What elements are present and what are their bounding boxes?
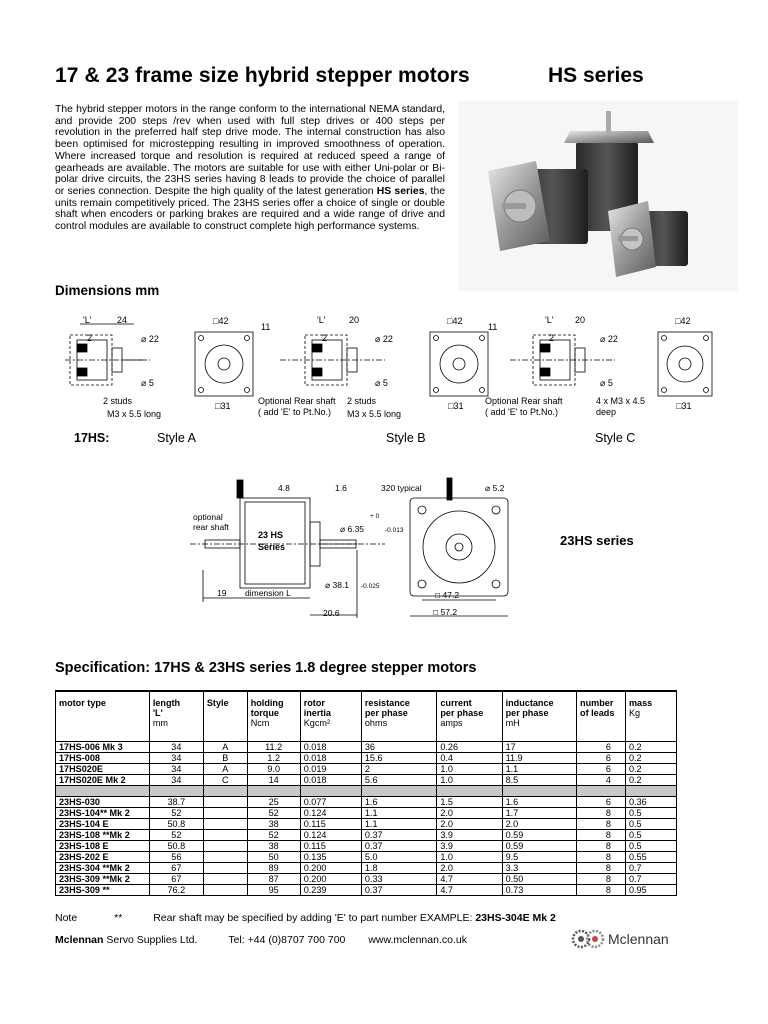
table-cell: 3.3 [502, 863, 576, 874]
hs23-1-6: 1.6 [335, 483, 347, 493]
table-cell: 38.7 [149, 797, 203, 808]
table-cell: 76.2 [149, 885, 203, 896]
table-cell: 0.077 [300, 797, 361, 808]
table-cell: 0.7 [625, 874, 676, 885]
table-cell: 0.37 [361, 841, 436, 852]
table-cell: 23HS-309 ** [56, 885, 150, 896]
table-cell: 8 [577, 830, 626, 841]
table-cell: 17HS-008 [56, 753, 150, 764]
table-cell: 0.55 [625, 852, 676, 863]
table-cell [203, 830, 247, 841]
dimC-11: 11 [488, 322, 498, 332]
table-row [56, 808, 677, 819]
table-cell: 36 [361, 742, 436, 753]
table-cell: 23HS-304 **Mk 2 [56, 863, 150, 874]
table-cell: 0.200 [300, 863, 361, 874]
table-row [56, 753, 677, 764]
table-cell: 8 [577, 863, 626, 874]
styleC-front-view [658, 332, 712, 396]
intro-text-2: , the units remain competitively priced. The 23HS series offer a choice of single or double shaft when encoders or parking brakes are required and a wide range of drive and control modules are available to construct complete high performance systems. [55, 185, 446, 233]
table-cell: 0.73 [502, 885, 576, 896]
table-cell: 8 [577, 808, 626, 819]
dimB-L: 'L' [317, 315, 326, 325]
table-cell: 23HS-108 E [56, 841, 150, 852]
dimA-L: 'L' [83, 315, 92, 325]
dimB-dia22: ⌀ 22 [375, 334, 393, 344]
hs23-5-2: ⌀ 5.2 [485, 483, 505, 493]
table-cell: 0.124 [300, 808, 361, 819]
dimC-addE: ( add 'E' to Pt.No.) [485, 407, 558, 417]
table-cell: 1.1 [361, 808, 436, 819]
spec-col-header: rotor inertia Kgcm² [300, 691, 361, 742]
table-cell: 8.5 [502, 775, 576, 786]
motors-photo [458, 101, 738, 291]
table-cell: 50 [247, 852, 300, 863]
hs23-optional: optional [193, 512, 223, 522]
note-text: Rear shaft may be specified by adding 'E' to part number EXAMPLE: [153, 912, 476, 924]
table-cell: 0.95 [625, 885, 676, 896]
table-cell: 52 [149, 808, 203, 819]
label-style-a: Style A [157, 431, 196, 445]
hs23-38-tol: -0.025 [361, 583, 380, 590]
table-cell: 34 [149, 742, 203, 753]
dimA-42: □42 [213, 316, 229, 326]
dimB-m3: M3 x 5.5 long [347, 409, 402, 419]
table-cell: B [203, 753, 247, 764]
table-cell: 0.124 [300, 830, 361, 841]
hs23-dimL: dimension L [245, 588, 291, 598]
table-cell: 38 [247, 841, 300, 852]
dimC-dia5: ⌀ 5 [600, 378, 613, 388]
table-row [56, 819, 677, 830]
hs23-tol-b: -0.013 [385, 527, 404, 534]
label-style-b: Style B [386, 431, 426, 445]
table-cell [203, 874, 247, 885]
dimB-dia5: ⌀ 5 [375, 378, 388, 388]
footer-company-rest: Servo Supplies Ltd. [103, 934, 198, 946]
dimA-31: □31 [215, 401, 231, 411]
table-cell: 5.6 [361, 775, 436, 786]
table-cell: 1.6 [361, 797, 436, 808]
intro-text-1: The hybrid stepper motors in the range conform to the international NEMA standard, and provide 200 steps /rev when used with full step drives or 400 steps per revolution in the preferred half step drive mode. The internal construction has also been optimised for microstepping resulting in improved smoothness of operation. Where increased torque and resolution is required at reduced speed a range of gearheads are available. The motors are suitable for use with either Uni-polar or Bi-polar drive circuits, the 23HS series having 8 leads to provide the choice of parallel or series connection. Despite the high quality of the latest generation [55, 104, 445, 197]
table-cell: 0.2 [625, 753, 676, 764]
table-cell: 8 [577, 852, 626, 863]
table-cell: 23HS-309 **Mk 2 [56, 874, 150, 885]
table-cell: 67 [149, 874, 203, 885]
table-cell: 23HS-202 E [56, 852, 150, 863]
table-cell: 0.2 [625, 742, 676, 753]
hs23-rear: rear shaft [193, 522, 229, 532]
dimC-L: 'L' [545, 315, 554, 325]
table-cell: 50.8 [149, 819, 203, 830]
table-cell: 0.115 [300, 841, 361, 852]
spec-col-header: mass Kg [625, 691, 676, 742]
table-cell: 0.115 [300, 819, 361, 830]
table-cell: 52 [149, 830, 203, 841]
table-cell: 2.0 [437, 863, 502, 874]
table-cell: 50.8 [149, 841, 203, 852]
spec-header-row [56, 691, 677, 742]
table-cell: 1.8 [361, 863, 436, 874]
dimC-20: 20 [575, 315, 586, 325]
spec-heading: Specification: 17HS & 23HS series 1.8 degree stepper motors [55, 660, 477, 676]
table-cell: 8 [577, 885, 626, 896]
styleB-side-view [280, 335, 385, 385]
table-cell: 0.018 [300, 753, 361, 764]
table-row [56, 841, 677, 852]
table-row [56, 742, 677, 753]
dimB-20: 20 [349, 315, 360, 325]
spec-col-header: current per phase amps [437, 691, 502, 742]
note-stars: ** [114, 912, 123, 924]
dimC-optrear: Optional Rear shaft [485, 396, 563, 406]
dimA-2: 2 [87, 333, 93, 343]
table-cell: 2.0 [437, 808, 502, 819]
table-cell: 11.9 [502, 753, 576, 764]
mclennan-logo [570, 928, 669, 950]
page-title: 17 & 23 frame size hybrid stepper motors [55, 64, 470, 87]
table-cell: 8 [577, 819, 626, 830]
hs23-19: 19 [217, 588, 227, 598]
styleA-front-view [195, 332, 253, 396]
table-cell: 0.37 [361, 830, 436, 841]
table-cell: 67 [149, 863, 203, 874]
series-title: HS series [548, 64, 644, 87]
hs23-name1: 23 HS [258, 530, 284, 540]
table-cell: 0.5 [625, 808, 676, 819]
table-cell: 0.018 [300, 742, 361, 753]
note-example: 23HS-304E Mk 2 [475, 912, 556, 924]
dimC-42: □42 [675, 316, 691, 326]
dimA-24: 24 [117, 315, 128, 325]
table-cell: 9.0 [247, 764, 300, 775]
table-cell: 17HS-006 Mk 3 [56, 742, 150, 753]
spec-col-header: motor type [56, 691, 150, 742]
table-cell: 2 [361, 764, 436, 775]
table-cell: 1.7 [502, 808, 576, 819]
table-cell: 25 [247, 797, 300, 808]
table-cell: 0.33 [361, 874, 436, 885]
table-cell: 1.0 [437, 775, 502, 786]
table-cell: 15.6 [361, 753, 436, 764]
spec-col-header: resistance per phase ohms [361, 691, 436, 742]
table-cell [203, 885, 247, 896]
table-cell: 0.239 [300, 885, 361, 896]
table-row [56, 863, 677, 874]
note-label: Note [55, 912, 78, 924]
spec-col-header: number of leads [577, 691, 626, 742]
intro-paragraph [55, 104, 445, 233]
table-cell: 8 [577, 874, 626, 885]
table-cell: 4.7 [437, 874, 502, 885]
dimB-studs: 2 studs [347, 396, 377, 406]
table-cell: 23HS-108 **Mk 2 [56, 830, 150, 841]
table-cell: 17HS020E [56, 764, 150, 775]
table-cell: 2.0 [502, 819, 576, 830]
hs23-38-1: ⌀ 38.1 [325, 580, 350, 590]
table-cell: 1.0 [437, 764, 502, 775]
hs23-47-2: □ 47.2 [435, 590, 460, 600]
label-17hs: 17HS: [74, 431, 110, 445]
table-cell: 0.200 [300, 874, 361, 885]
table-cell: C [203, 775, 247, 786]
dimC-31: □31 [676, 401, 692, 411]
table-cell: 9.5 [502, 852, 576, 863]
dimC-2: 2 [549, 333, 555, 343]
table-cell: 0.135 [300, 852, 361, 863]
table-cell: 89 [247, 863, 300, 874]
table-cell: 0.36 [625, 797, 676, 808]
table-cell: 0.59 [502, 830, 576, 841]
table-cell: 5.0 [361, 852, 436, 863]
table-cell: 95 [247, 885, 300, 896]
spec-table [55, 690, 677, 896]
table-cell: 0.4 [437, 753, 502, 764]
table-cell: 23HS-030 [56, 797, 150, 808]
table-cell: 1.0 [437, 852, 502, 863]
table-separator-row [56, 786, 677, 797]
table-cell: 14 [247, 775, 300, 786]
spec-body [56, 742, 677, 896]
dimB-42: □42 [447, 316, 463, 326]
table-cell: 3.9 [437, 830, 502, 841]
table-row [56, 830, 677, 841]
table-cell: 0.019 [300, 764, 361, 775]
table-cell: 1.1 [361, 819, 436, 830]
table-cell: 34 [149, 753, 203, 764]
spec-col-header: Style [203, 691, 247, 742]
styleA-side-view [65, 324, 150, 385]
table-cell: 23HS-104** Mk 2 [56, 808, 150, 819]
table-cell: 0.5 [625, 819, 676, 830]
dimension-drawings-17hs [55, 310, 715, 440]
table-cell: 1.2 [247, 753, 300, 764]
table-row [56, 775, 677, 786]
intro-bold: HS series [376, 185, 425, 197]
dimB-11: 11 [261, 322, 271, 332]
table-cell [203, 819, 247, 830]
table-cell: 0.5 [625, 841, 676, 852]
table-cell: 0.7 [625, 863, 676, 874]
footer-company-bold: Mclennan [55, 934, 104, 946]
table-cell: 2.0 [437, 819, 502, 830]
table-row [56, 764, 677, 775]
styleB-front-view [430, 332, 488, 396]
dimA-m3: M3 x 5.5 long [107, 409, 162, 419]
table-cell [203, 841, 247, 852]
table-cell: A [203, 764, 247, 775]
table-cell: 0.37 [361, 885, 436, 896]
table-row [56, 852, 677, 863]
table-cell: 6 [577, 753, 626, 764]
dimB-31: □31 [448, 401, 464, 411]
hs23-57-2: □ 57.2 [433, 607, 458, 617]
logo-text: Mclennan [608, 931, 669, 947]
dimB-addE: ( add 'E' to Pt.No.) [258, 407, 331, 417]
table-cell: 87 [247, 874, 300, 885]
table-cell: 3.9 [437, 841, 502, 852]
table-cell: 1.5 [437, 797, 502, 808]
table-cell: 6 [577, 742, 626, 753]
dimA-studs: 2 studs [103, 396, 133, 406]
note-line [55, 912, 556, 924]
hs23-6-35: ⌀ 6.35 [340, 524, 365, 534]
table-cell: 17 [502, 742, 576, 753]
table-cell: 0.26 [437, 742, 502, 753]
spec-col-header: holding torque Ncm [247, 691, 300, 742]
table-cell: 6 [577, 764, 626, 775]
table-cell: 4.7 [437, 885, 502, 896]
hs23-tol-a: + 0 [370, 513, 380, 520]
table-cell: 38 [247, 819, 300, 830]
gears-icon [570, 928, 606, 950]
table-cell [203, 797, 247, 808]
table-cell: A [203, 742, 247, 753]
table-cell: 1.1 [502, 764, 576, 775]
table-cell: 4 [577, 775, 626, 786]
table-cell: 11.2 [247, 742, 300, 753]
table-cell: 34 [149, 764, 203, 775]
table-cell: 0.018 [300, 775, 361, 786]
dimA-dia22: ⌀ 22 [141, 334, 159, 344]
dimC-4xm3: 4 x M3 x 4.5 [596, 396, 646, 406]
table-cell [203, 863, 247, 874]
spec-col-header: inductance per phase mH [502, 691, 576, 742]
dimC-dia22: ⌀ 22 [600, 334, 618, 344]
dimC-deep: deep [596, 407, 617, 417]
table-cell: 0.2 [625, 764, 676, 775]
table-cell: 6 [577, 797, 626, 808]
footer [55, 934, 467, 946]
table-cell: 23HS-104 E [56, 819, 150, 830]
table-cell [203, 852, 247, 863]
footer-web: www.mclennan.co.uk [368, 934, 467, 946]
table-row [56, 874, 677, 885]
dimensions-heading: Dimensions mm [55, 283, 160, 298]
hs23-20-6: 20.6 [323, 608, 340, 618]
table-cell: 8 [577, 841, 626, 852]
label-style-c: Style C [595, 431, 636, 445]
table-cell: 0.59 [502, 841, 576, 852]
dimB-2: 2 [322, 333, 328, 343]
table-cell: 0.5 [625, 830, 676, 841]
table-row [56, 797, 677, 808]
table-row [56, 885, 677, 896]
hs23-name2: Series [258, 542, 286, 552]
label-23hs-series: 23HS series [560, 533, 634, 548]
table-cell: 1.6 [502, 797, 576, 808]
table-cell: 52 [247, 808, 300, 819]
table-cell: 56 [149, 852, 203, 863]
dimB-optrear: Optional Rear shaft [258, 396, 336, 406]
table-cell: 17HS020E Mk 2 [56, 775, 150, 786]
table-cell: 0.50 [502, 874, 576, 885]
spec-col-header: length 'L' mm [149, 691, 203, 742]
table-cell: 0.2 [625, 775, 676, 786]
hs23-320: 320 typical [381, 483, 422, 493]
dimension-drawing-23hs [185, 470, 525, 630]
table-cell: 52 [247, 830, 300, 841]
footer-tel: Tel: +44 (0)8707 700 700 [228, 934, 346, 946]
table-cell [203, 808, 247, 819]
hs23-4-8: 4.8 [278, 483, 290, 493]
dimA-dia5: ⌀ 5 [141, 378, 154, 388]
table-cell: 34 [149, 775, 203, 786]
